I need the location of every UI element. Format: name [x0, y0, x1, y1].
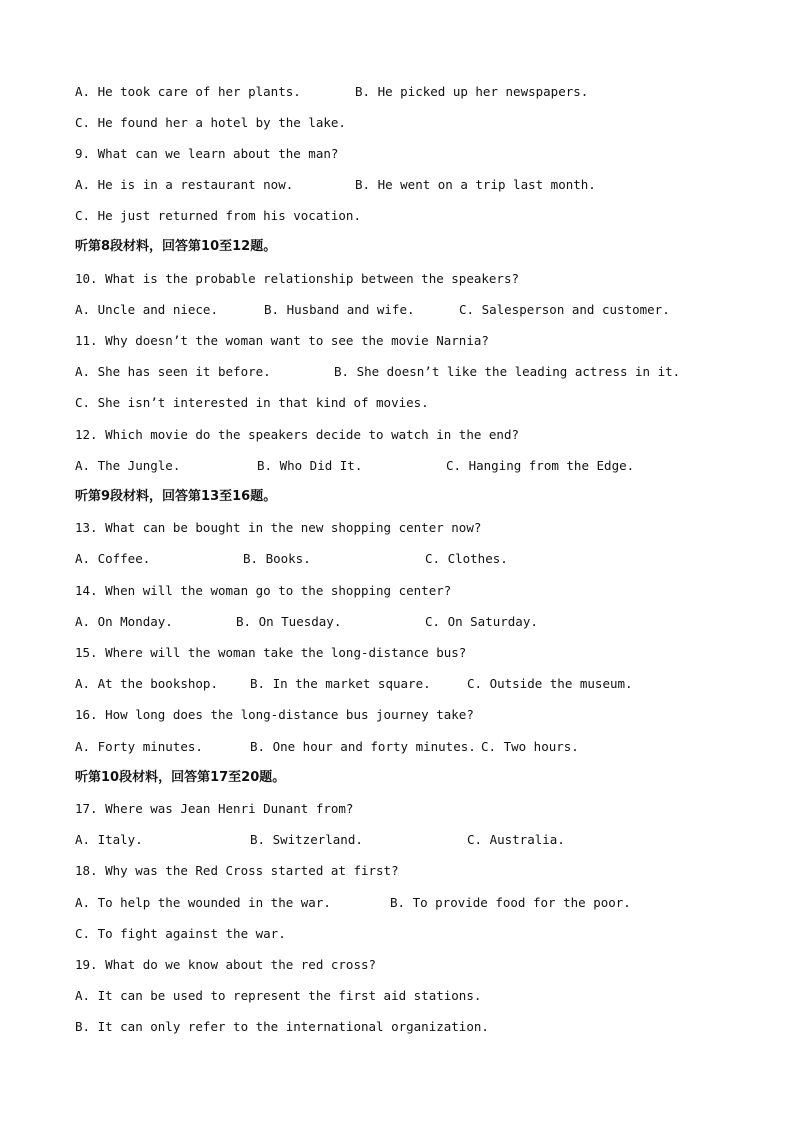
q8-option-b: B. He picked up her newspapers.: [355, 84, 589, 99]
q14-options-row: [75, 612, 754, 632]
q17-option-c: C. Australia.: [467, 832, 565, 847]
q17-option-b: B. Switzerland.: [250, 832, 363, 847]
q10-option-c: C. Salesperson and customer.: [459, 302, 670, 317]
q13-options-row: [75, 549, 754, 569]
q15-option-c: C. Outside the museum.: [467, 676, 633, 691]
q15-option-b: B. In the market square.: [250, 676, 431, 691]
q18-option-b: B. To provide food for the poor.: [390, 895, 631, 910]
q14-option-b: B. On Tuesday.: [236, 614, 342, 629]
q8-option-c: C. He found her a hotel by the lake.: [75, 115, 346, 130]
q18-options-row-1: [75, 893, 754, 913]
q14-option-c: C. On Saturday.: [425, 614, 538, 629]
q19-option-b: B. It can only refer to the international organization.: [75, 1019, 489, 1034]
q14-option-a: A. On Monday.: [75, 614, 173, 629]
q19-stem: 19. What do we know about the red cross?: [75, 957, 377, 972]
q16-options-row: [75, 737, 754, 757]
q18-option-c: C. To fight against the war.: [75, 926, 286, 941]
q16-option-a: A. Forty minutes.: [75, 739, 203, 754]
q16-option-b: B. One hour and forty minutes.: [250, 739, 476, 754]
q9-stem: 9. What can we learn about the man?: [75, 146, 339, 161]
q15-option-a: A. At the bookshop.: [75, 676, 218, 691]
q14-stem: 14. When will the woman go to the shopping center?: [75, 583, 452, 598]
q12-option-c: C. Hanging from the Edge.: [446, 458, 635, 473]
q15-options-row: [75, 674, 754, 694]
q10-option-a: A. Uncle and niece.: [75, 302, 218, 317]
q12-option-a: A. The Jungle.: [75, 458, 181, 473]
q10-options-row: [75, 300, 754, 320]
q17-options-row: [75, 830, 754, 850]
q16-option-c: C. Two hours.: [481, 739, 579, 754]
q9-options-row-1: [75, 175, 754, 195]
q9-option-c: C. He just returned from his vocation.: [75, 208, 361, 223]
q13-stem: 13. What can be bought in the new shopping center now?: [75, 520, 482, 535]
q11-options-row-1: [75, 362, 754, 382]
q11-option-b: B. She doesn’t like the leading actress in it.: [334, 364, 681, 379]
q15-stem: 15. Where will the woman take the long-distance bus?: [75, 645, 467, 660]
q8-option-a: A. He took care of her plants.: [75, 84, 301, 99]
q17-option-a: A. Italy.: [75, 832, 143, 847]
q9-option-a: A. He is in a restaurant now.: [75, 177, 294, 192]
q16-stem: 16. How long does the long-distance bus journey take?: [75, 707, 474, 722]
q18-option-a: A. To help the wounded in the war.: [75, 895, 331, 910]
q13-option-c: C. Clothes.: [425, 551, 508, 566]
q13-option-b: B. Books.: [243, 551, 311, 566]
section-heading-8: 听第8段材料，回答第10至12题。: [75, 239, 277, 254]
q13-option-a: A. Coffee.: [75, 551, 151, 566]
q17-stem: 17. Where was Jean Henri Dunant from?: [75, 801, 354, 816]
q12-option-b: B. Who Did It.: [257, 458, 363, 473]
section-heading-9: 听第9段材料，回答第13至16题。: [75, 489, 277, 504]
q8-options-row-1: [75, 82, 754, 102]
q11-option-c: C. She isn’t interested in that kind of movies.: [75, 395, 429, 410]
q12-stem: 12. Which movie do the speakers decide to watch in the end?: [75, 427, 520, 442]
q9-option-b: B. He went on a trip last month.: [355, 177, 596, 192]
q11-stem: 11. Why doesn’t the woman want to see the movie Narnia?: [75, 333, 489, 348]
q11-option-a: A. She has seen it before.: [75, 364, 271, 379]
q10-option-b: B. Husband and wife.: [264, 302, 415, 317]
q12-options-row: [75, 456, 754, 476]
q19-option-a: A. It can be used to represent the first aid stations.: [75, 988, 482, 1003]
q10-stem: 10. What is the probable relationship between the speakers?: [75, 271, 520, 286]
section-heading-10: 听第10段材料，回答第17至20题。: [75, 770, 286, 785]
q18-stem: 18. Why was the Red Cross started at first?: [75, 863, 399, 878]
